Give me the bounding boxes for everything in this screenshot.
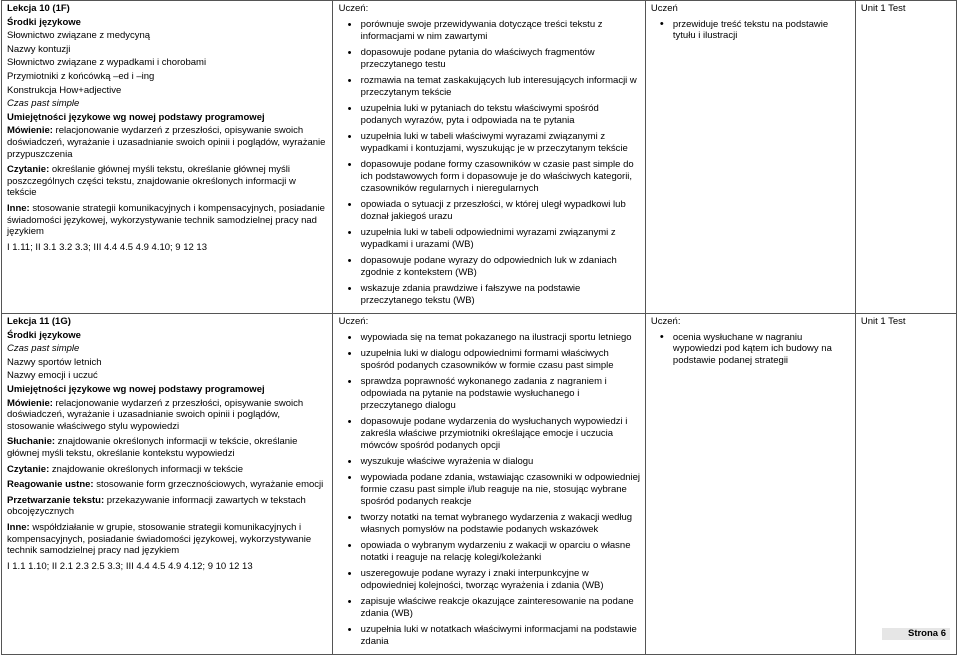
outcome-item: • zapisuje właściwe reakcje okazujące zainteresowanie na podane zdania (WB): [361, 596, 641, 620]
language-item: Przymiotniki z końcówką –ed i –ing: [7, 70, 155, 82]
language-item: Słownictwo związane z wypadkami i chorobami: [7, 57, 207, 69]
skill-label: Czytanie:: [7, 164, 50, 176]
outcome-item: • wypowiada się na temat pokazanego na ilustracji sportu letniego: [361, 332, 641, 344]
lesson-title: Lekcja 10 (1F): [7, 3, 70, 14]
language-item: Słownictwo związane z medycyną: [7, 30, 151, 42]
student-label: Uczeń:: [650, 316, 681, 327]
skill-text: znajdowanie określonych informacji w tekście: [49, 463, 244, 475]
outcomes-cell: [332, 314, 645, 655]
outcome-item: • uzupełnia luki w notatkach właściwymi informacjami na podstawie zdania: [361, 624, 641, 648]
skill-entry: [7, 436, 327, 459]
language-item: Konstrukcja How+adjective: [7, 84, 122, 96]
skill-label: Słuchanie:: [7, 436, 56, 448]
language-item: Nazwy sportów letnich: [7, 356, 102, 368]
lesson-row-11: [2, 314, 957, 655]
language-item: Nazwy emocji i uczuć: [7, 370, 98, 382]
lesson-row-10: [2, 1, 957, 314]
student-label: Uczeń:: [338, 3, 369, 14]
page-number: Strona 6: [882, 628, 950, 640]
lesson-plan-table: [1, 0, 957, 655]
extra-outcome-list: [651, 19, 850, 42]
extra-outcomes-cell: [645, 1, 855, 314]
skill-text: relacjonowanie wydarzeń z przeszłości, opisywanie swoich doświadczeń, wyrażanie i uzasadnianie swoich opinii i poglądów, wyrażanie przypuszczenia: [7, 125, 326, 160]
extra-outcome-list: [651, 332, 850, 367]
language-item: Czas past simple: [7, 98, 80, 110]
outcome-item: • dopasowuje podane wyrazy do odpowiednich luk w zdaniach zgodnie z kontekstem (WB): [361, 255, 641, 279]
skill-entry: [7, 164, 327, 199]
skill-label: Mówienie:: [7, 125, 53, 137]
outcomes-cell: [332, 1, 645, 314]
outcome-item: • uzupełnia luki w tabeli odpowiednimi wyrazami związanymi z wypadkami i urazami (WB): [361, 227, 641, 251]
language-item: Czas past simple: [7, 343, 80, 355]
language-item: Nazwy kontuzji: [7, 43, 71, 55]
lesson-content-cell: [2, 314, 333, 655]
student-label: Uczeń: [650, 3, 678, 14]
skill-entry: [7, 203, 327, 238]
test-label: Unit 1 Test: [860, 316, 906, 327]
outcome-item: • sprawdza poprawność wykonanego zadania z nagraniem i odpowiada na pytanie na podstawie wysłuchanego i przeczytanego dialogu: [361, 376, 641, 412]
language-heading: Środki językowe: [7, 329, 81, 341]
outcome-list: [339, 19, 641, 307]
skill-text: znajdowanie określonych informacji w tekście, określanie głównej myśli tekstu, określanie kontekstu wypowiedzi: [7, 436, 298, 459]
test-cell: [855, 314, 956, 655]
outcome-item: • dopasowuje podane wydarzenia do wysłuchanych wypowiedzi i zakreśla właściwe przymiotniki określające emocje i uczucia mówców spośród podanych opcji: [361, 416, 641, 452]
extra-outcome-item: • ocenia wysłuchane w nagraniu wypowiedzi pod kątem ich budowy na podstawie podanej strategii: [673, 332, 850, 367]
outcome-item: • wypowiada podane zdania, wstawiając czasowniki w odpowiedniej formie czasu past simple i/lub reaguje na nie, stosując wybrane spośród podanych reakcje: [361, 472, 641, 508]
outcome-item: • uzupełnia luki w dialogu odpowiednimi formami właściwych spośród podanych czasowników w formie czasu past simple: [361, 348, 641, 372]
outcome-item: • opowiada o sytuacji z przeszłości, w której uległ wypadkowi lub doznał jakiegoś urazu: [361, 199, 641, 223]
skill-label: Czytanie:: [7, 463, 50, 475]
outcome-item: • uszeregowuje podane wyrazy i znaki interpunkcyjne w odpowiedniej kolejności, tworząc wyrażenia i zdania (WB): [361, 568, 641, 592]
skill-label: Mówienie:: [7, 397, 53, 409]
skill-entry: [7, 398, 327, 433]
skills-heading: Umiejętności językowe wg nowej podstawy programowej: [7, 111, 265, 123]
outcome-item: • uzupełnia luki w tabeli właściwymi wyrazami związanymi z wypadkami i kontuzjami, wyszukując je w przeczytanym tekście: [361, 131, 641, 155]
skill-text: współdziałanie w grupie, stosowanie strategii komunikacyjnych i kompensacyjnych, posiadanie świadomości językowej, wykorzystywanie technik samodzielnej pracy nad językiem: [7, 521, 312, 557]
extra-outcome-item: • przewiduje treść tekstu na podstawie tytułu i ilustracji: [673, 19, 850, 42]
test-cell: [855, 1, 956, 314]
outcome-item: • porównuje swoje przewidywania dotyczące treści tekstu z informacjami w nim zawartymi: [361, 19, 641, 43]
outcome-item: • wskazuje zdania prawdziwe i fałszywe na podstawie przeczytanego tekstu (WB): [361, 283, 641, 307]
outcome-item: • dopasowuje podane pytania do właściwych fragmentów przeczytanego testu: [361, 47, 641, 71]
skill-label: Przetwarzanie tekstu:: [7, 494, 105, 506]
extra-outcomes-cell: [645, 314, 855, 655]
outcome-item: • uzupełnia luki w pytaniach do tekstu właściwymi spośród podanych wyrazów, pyta i odpowiada na te pytania: [361, 103, 641, 127]
test-label: Unit 1 Test: [860, 3, 906, 14]
outcome-item: • rozmawia na temat zaskakujących lub interesujących informacji w przeczytanym tekście: [361, 75, 641, 99]
outcome-item: • wyszukuje właściwe wyrażenia w dialogu: [361, 456, 641, 468]
skill-text: stosowanie strategii komunikacyjnych i kompensacyjnych, posiadanie świadomości językowej, wykorzystywanie technik samodzielnej pracy nad językiem: [7, 202, 325, 238]
outcome-item: • dopasowuje podane formy czasowników w czasie past simple do ich podstawowych form i dopasowuje je do właściwych kategorii, czasowników regularnych i nieregularnych: [361, 159, 641, 195]
lesson-title: Lekcja 11 (1G): [7, 316, 71, 327]
skill-entry: [7, 495, 327, 518]
skill-label: Reagowanie ustne:: [7, 479, 94, 491]
skill-label: Inne:: [7, 521, 30, 533]
outcome-item: • tworzy notatki na temat wybranego wydarzenia z wakacji według własnych pomysłów na podstawie podanych wskazówek: [361, 512, 641, 536]
skill-entry: [7, 125, 327, 160]
outcome-item: • opowiada o wybranym wydarzeniu z wakacji w oparciu o własne notatki i reaguje na relację kolegi/koleżanki: [361, 540, 641, 564]
lesson-content-cell: [2, 1, 333, 314]
curriculum-codes: I 1.1 1.10; II 2.1 2.3 2.5 3.3; III 4.4 4.5 4.9 4.12; 9 10 12 13: [7, 560, 253, 572]
student-label: Uczeń:: [338, 316, 369, 327]
curriculum-codes: I 1.11; II 3.1 3.2 3.3; III 4.4 4.5 4.9 4.10; 9 12 13: [7, 241, 207, 253]
outcome-list: [339, 332, 641, 648]
skill-text: określanie głównej myśli tekstu, określanie głównej myśli poszczególnych części tekstu, znajdowanie określonych informacji w tekście: [7, 164, 296, 199]
skill-text: przekazywanie informacji zawartych w tekstach obcojęzycznych: [7, 494, 306, 518]
skills-heading: Umiejętności językowe wg nowej podstawy programowej: [7, 383, 265, 395]
skill-text: stosowanie form grzecznościowych, wyrażanie emocji: [93, 479, 324, 491]
skill-entry: [7, 522, 327, 557]
language-heading: Środki językowe: [7, 16, 81, 28]
skill-entry: [7, 464, 327, 476]
skill-label: Inne:: [7, 202, 30, 214]
skill-text: relacjonowanie wydarzeń z przeszłości, opisywanie swoich doświadczeń, wyrażanie i uzasadnianie swoich opinii i poglądów, stosowanie właściwego stylu wypowiedzi: [7, 397, 304, 432]
skill-entry: [7, 479, 327, 491]
